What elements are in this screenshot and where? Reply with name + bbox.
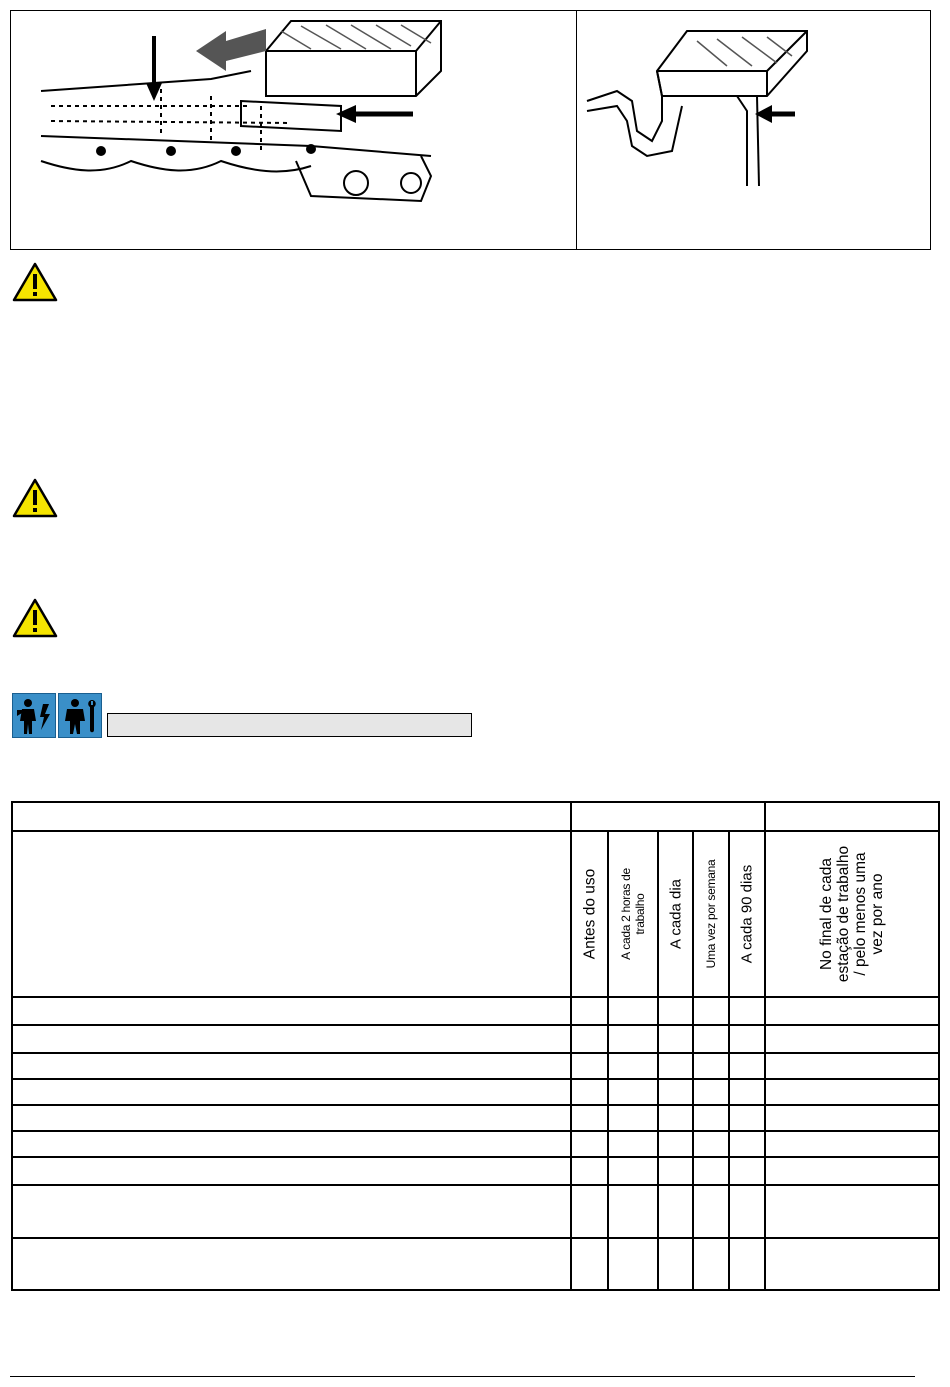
electric-hazard-person-icon — [12, 693, 56, 738]
table-row — [12, 1105, 939, 1131]
table-header-cell — [765, 802, 939, 831]
maintenance-person-wrench-icon — [58, 693, 102, 738]
table-header-cell — [12, 802, 571, 831]
table-row — [12, 1131, 939, 1157]
table-header-cell — [12, 831, 571, 997]
table-column-header-row — [12, 831, 939, 997]
table-row — [12, 1025, 939, 1053]
table-row — [12, 1157, 939, 1185]
section-title-bar — [107, 713, 472, 737]
maintenance-schedule-table — [11, 801, 940, 1291]
warning-triangle-icon — [12, 598, 58, 638]
table-group-header-row — [12, 802, 939, 831]
table-row — [12, 1185, 939, 1238]
column-header-antes-do-uso: Antes do uso — [571, 831, 608, 997]
column-header-final-estacao: No final de cada estação de trabalho / pelo menos uma vez por ano — [765, 831, 939, 997]
table-row — [12, 997, 939, 1025]
footer-rule — [10, 1376, 915, 1377]
table-row — [12, 1079, 939, 1105]
warning-triangle-icon — [12, 262, 58, 302]
table-row — [12, 1238, 939, 1290]
table-row — [12, 1053, 939, 1079]
table-header-cell — [571, 802, 765, 831]
chain-depth-gauge-illustration — [11, 11, 576, 249]
warning-triangle-icon — [12, 478, 58, 518]
cutter-edge-illustration — [577, 11, 931, 249]
column-header-a-cada-2-horas: A cada 2 horas de trabalho — [608, 831, 658, 997]
section-icons — [12, 693, 102, 738]
column-header-uma-vez-por-semana: Uma vez por semana — [693, 831, 729, 997]
column-header-a-cada-90-dias: A cada 90 dias — [729, 831, 765, 997]
figure-box — [10, 10, 931, 250]
column-header-a-cada-dia: A cada dia — [658, 831, 693, 997]
